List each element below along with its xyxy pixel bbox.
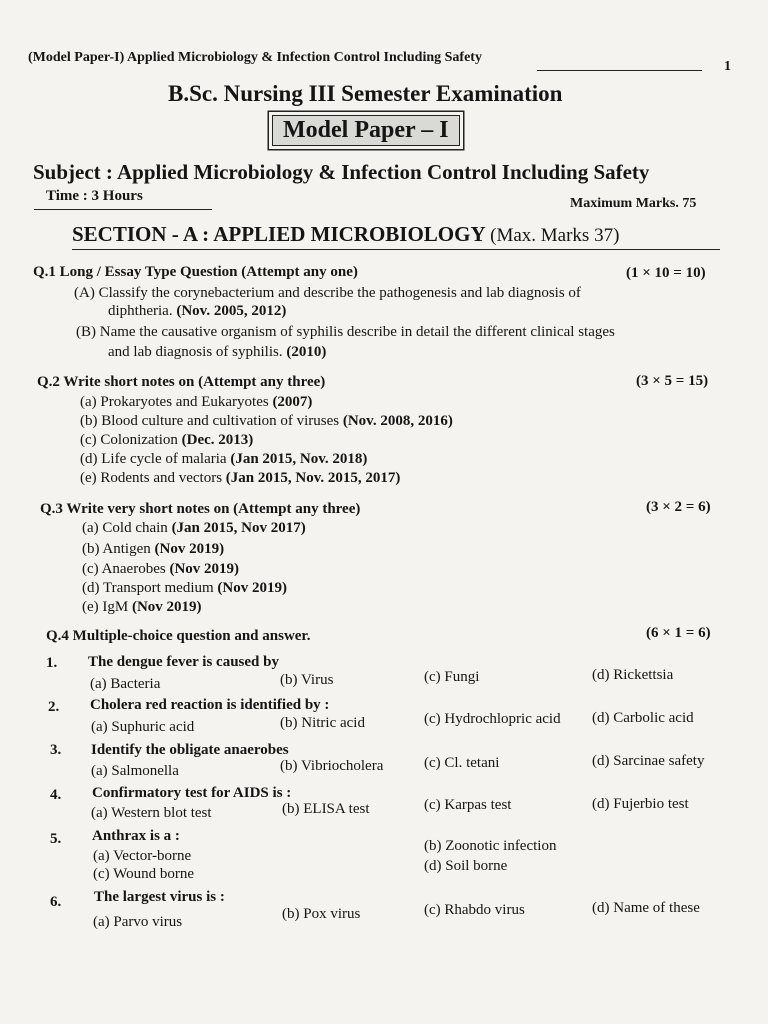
q2-item-text: (e) Rodents and vectors [80,470,223,486]
mcq-option-d: (d) Name of these [592,900,700,916]
exam-title: B.Sc. Nursing III Semester Examination [168,81,563,106]
q3-item-year: (Nov 2019) [169,561,240,577]
q2-marks: (3 × 5 = 15) [636,373,709,389]
section-heading [72,222,619,247]
q2-item [80,432,253,449]
q1-option-b-line2 [108,344,326,361]
running-head-rule [537,70,702,71]
q2-item-year: (2007) [272,394,313,410]
q3-item-text: (c) Anaerobes [82,561,166,577]
mcq-question: The dengue fever is caused by [88,654,279,670]
mcq-option-c: (c) Rhabdo virus [424,902,525,918]
mcq-number: 3. [50,742,62,758]
mcq-option-a: (a) Parvo virus [93,914,183,930]
mcq-option-b: (b) Nitric acid [280,715,365,731]
mcq-option-d: (d) Sarcinae safety [592,753,705,769]
q1-option-b-text: and lab diagnosis of syphilis. [108,344,283,360]
mcq-question: Confirmatory test for AIDS is : [92,785,292,801]
mcq-option-c: (c) Wound borne [93,866,194,882]
mcq-number: 4. [50,787,62,803]
q1-option-b-line1: (B) Name the causative organism of syphilis describe in detail the different clinical stages [76,324,615,340]
mcq-number: 5. [50,831,62,847]
q2-item-year: (Dec. 2013) [181,432,254,448]
q2-item [80,413,453,430]
mcq-option-a: (a) Bacteria [90,676,161,692]
q3-item-year: (Nov 2019) [154,541,225,557]
mcq-option-a: (a) Vector-borne [93,848,192,864]
mcq-number: 6. [50,894,62,910]
model-paper-badge: Model Paper – I [272,115,460,146]
mcq-question: The largest virus is : [94,889,225,905]
q2-item-year: (Nov. 2008, 2016) [342,413,453,429]
mcq-option-b: (b) Virus [280,672,334,688]
time-rule [34,209,212,210]
q2-item-text: (c) Colonization [80,432,178,448]
mcq-number: 1. [46,655,58,671]
q2-item [80,394,312,411]
maximum-marks: Maximum Marks. 75 [570,196,697,211]
q2-item [80,451,367,468]
q1-option-a-year: (Nov. 2005, 2012) [176,303,287,319]
q1-option-a-line2 [108,303,286,320]
q3-heading: Q.3 Write very short notes on (Attempt any three) [40,501,361,517]
q3-item-year: (Nov 2019) [217,580,287,596]
q1-option-a-text: diphtheria. [108,303,173,319]
q2-item-year: (Jan 2015, Nov. 2015, 2017) [225,470,401,486]
subject-line: Subject : Applied Microbiology & Infection Control Including Safety [33,160,650,184]
q3-item-year: (Nov 2019) [131,599,202,615]
mcq-option-c: (c) Hydrochlopric acid [424,711,561,727]
q2-heading: Q.2 Write short notes on (Attempt any three) [37,374,326,390]
mcq-option-d: (d) Soil borne [424,858,508,874]
q3-item [82,561,239,578]
q3-item [82,541,224,558]
mcq-question: Identify the obligate anaerobes [91,742,289,758]
mcq-number: 2. [48,699,60,715]
q1-heading: Q.1 Long / Essay Type Question (Attempt any one) [33,264,358,280]
q3-item-text: (d) Transport medium [82,580,214,596]
q3-item [82,520,306,537]
page-number: 1 [724,59,731,74]
section-marks: (Max. Marks 37) [490,225,620,246]
mcq-option-b: (b) Zoonotic infection [424,838,557,854]
mcq-option-c: (c) Cl. tetani [424,755,500,771]
q4-marks: (6 × 1 = 6) [646,625,711,641]
q2-item-year: (Jan 2015, Nov. 2018) [230,451,368,467]
q2-item-text: (b) Blood culture and cultivation of viruses [80,413,340,429]
time-allowed: Time : 3 Hours [46,188,143,204]
q3-item-text: (b) Antigen [82,541,151,557]
mcq-option-d: (d) Carbolic acid [592,710,694,726]
running-head: (Model Paper-I) Applied Microbiology & Infection Control Including Safety [28,50,482,65]
mcq-option-d: (d) Rickettsia [592,667,674,683]
mcq-question: Anthrax is a : [92,828,180,844]
q1-option-b-year: (2010) [286,344,327,360]
mcq-option-c: (c) Karpas test [424,797,512,813]
q3-item-year: (Jan 2015, Nov 2017) [171,520,306,536]
q2-item-text: (d) Life cycle of malaria [80,451,227,467]
q3-marks: (3 × 2 = 6) [646,499,711,515]
mcq-option-a: (a) Suphuric acid [91,719,195,735]
q2-item [80,470,400,487]
section-title: SECTION - A : APPLIED MICROBIOLOGY [72,222,485,246]
q2-item-text: (a) Prokaryotes and Eukaryotes [80,394,269,410]
mcq-option-b: (b) ELISA test [282,801,370,817]
q3-item-text: (e) IgM [82,599,129,615]
mcq-option-b: (b) Vibriocholera [280,758,384,774]
mcq-question: Cholera red reaction is identified by : [90,697,330,713]
q3-item [82,599,202,616]
q3-item [82,580,287,597]
mcq-option-a: (a) Salmonella [91,763,179,779]
mcq-option-a: (a) Western blot test [91,805,212,821]
q1-option-a-line1: (A) Classify the corynebacterium and describe the pathogenesis and lab diagnosis of [74,285,581,301]
q3-item-text: (a) Cold chain [82,520,168,536]
q1-marks: (1 × 10 = 10) [626,265,706,281]
mcq-option-c: (c) Fungi [424,669,480,685]
mcq-option-b: (b) Pox virus [282,906,361,922]
section-rule [72,249,720,250]
q4-heading: Q.4 Multiple-choice question and answer. [46,628,311,644]
mcq-option-d: (d) Fujerbio test [592,796,689,812]
